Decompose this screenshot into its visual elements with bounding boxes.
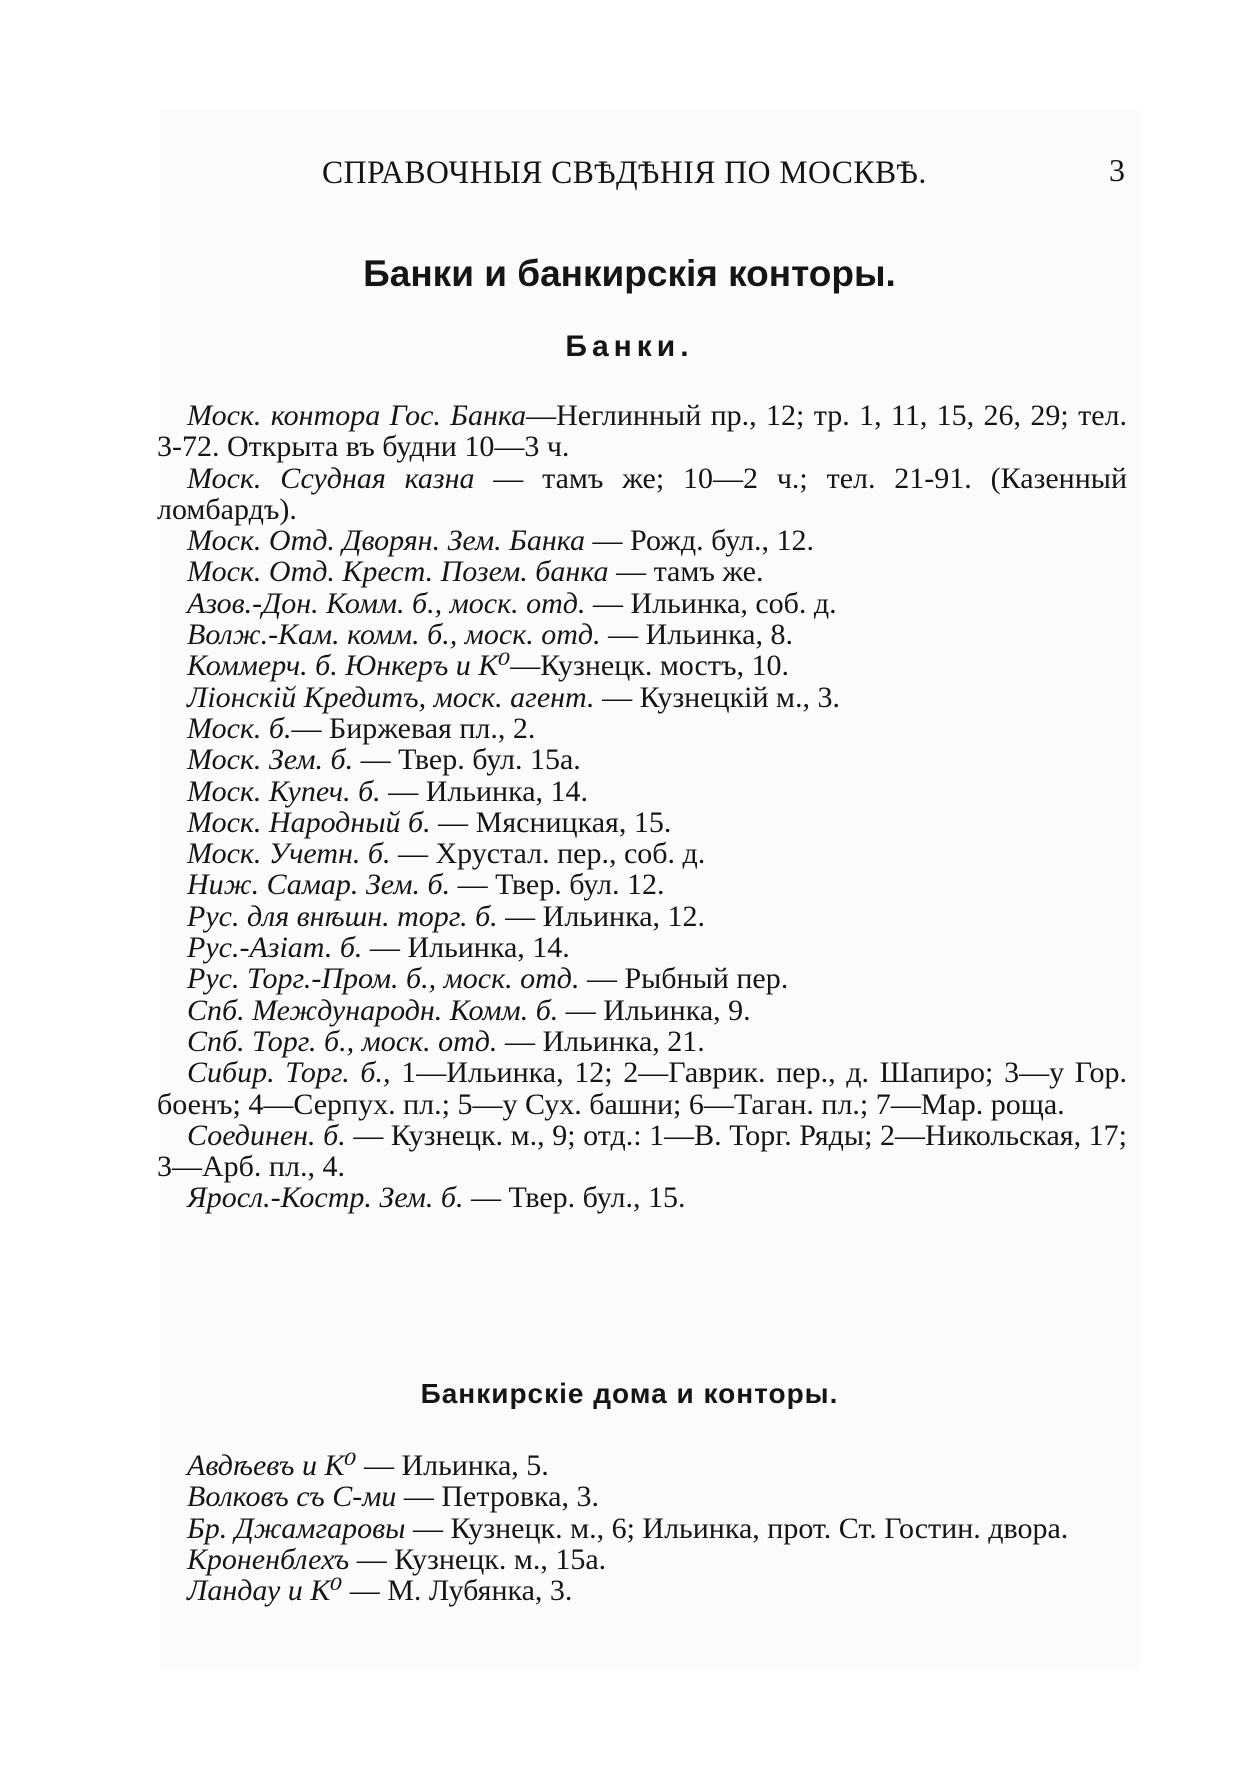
entry-address: Твер. бул. 15а. [398, 743, 581, 777]
entry-name: Спб. Торг. б., моск. отд. [187, 1024, 498, 1058]
entry-address: Рыбный пер. [624, 962, 789, 996]
entry-address: М. Лубянка, 3. [387, 1574, 573, 1608]
entry-separator: — [497, 1024, 543, 1058]
bank-entry [157, 682, 1127, 713]
bank-entry [157, 1026, 1127, 1057]
bank-entry [157, 556, 1127, 587]
banking-house-entry [157, 1513, 1127, 1544]
entry-name: Рус. Торг.-Пром. б., моск. отд. [187, 962, 580, 996]
entry-name: Ландау и К⁰ [187, 1574, 343, 1608]
entry-address: Ильинка, 8. [645, 618, 793, 652]
entry-separator [391, 1056, 402, 1089]
entry-separator: — [396, 1480, 442, 1514]
banking-house-entry [157, 1450, 1127, 1481]
bank-entry [157, 869, 1127, 900]
entry-address: Ильинка, 14. [425, 774, 589, 808]
banking-house-entry [157, 1544, 1127, 1575]
entry-name: Коммерч. б. Юнкеръ и К⁰ [187, 649, 511, 683]
banking-houses-list [187, 1450, 1127, 1606]
bank-entry [157, 807, 1127, 838]
banks-heading: Банки. [565, 330, 694, 363]
entry-address: Мясницкая, 15. [475, 805, 672, 839]
entry-separator: — [362, 931, 408, 965]
entry-separator: — [608, 555, 654, 589]
bank-entry [157, 963, 1127, 994]
entry-separator: — [558, 993, 604, 1027]
entry-separator: — [353, 743, 399, 777]
entry-separator: — [600, 618, 646, 652]
entry-name: Моск. Купеч. б. [187, 774, 381, 808]
entry-address: Биржевая пл., 2. [329, 711, 536, 745]
entry-separator: — [390, 837, 436, 871]
entry-address: Ильинка, 12. [542, 899, 706, 933]
entry-address: тамъ же; 10—2 ч.; тел. 21-91. (Казенный ломбардъ). [157, 461, 1128, 526]
entry-name: Соединен. б. [187, 1118, 346, 1152]
bank-entry [157, 1120, 1127, 1183]
entry-name: Моск. контора Гос. Банка [187, 399, 527, 432]
banking-house-entry [157, 1575, 1127, 1606]
entry-address: Кузнецк. м., 6; Ильинка, прот. Ст. Гостин. двора. [450, 1511, 1069, 1545]
entry-separator: — [356, 1449, 402, 1482]
bank-entry [157, 650, 1127, 681]
entry-name: Рус. для внѣшн. торг. б. [187, 899, 498, 933]
entry-address: 1—Ильинка, 12; 2—Гаврик. пер., д. Шапиро; 3—у Гор. боенъ; 4—Серпух. пл.; 5—у Сух. башни; 6—Таган. пл.; 7—Мар. роща. [157, 1056, 1127, 1121]
entry-separator: — [474, 461, 543, 495]
entry-separator: — [463, 1181, 509, 1215]
entry-name: Спб. Международн. Комм. б. [187, 993, 559, 1027]
entry-name: Ліонскій Кредитъ, моск. агент. [187, 680, 595, 714]
entry-name: Рус.-Азіат. б. [187, 931, 363, 965]
bank-entry [157, 838, 1127, 869]
bank-entry [157, 776, 1127, 807]
entry-separator: — [405, 1511, 451, 1545]
entry-separator: — [380, 774, 426, 808]
bank-entry [157, 995, 1127, 1026]
bank-entry [157, 744, 1127, 775]
entry-separator: — [291, 711, 330, 745]
entry-name: Ниж. Самар. Зем. б. [187, 868, 451, 902]
bank-entry [157, 713, 1127, 744]
bank-entry [157, 932, 1127, 963]
entry-address: Ильинка, 5. [401, 1449, 549, 1482]
entry-address: Ильинка, 9. [603, 993, 751, 1027]
entry-name: Моск. Отд. Крест. Позем. банка [187, 555, 609, 589]
entry-address: тамъ же. [653, 555, 764, 589]
entry-separator: — [585, 524, 630, 558]
entry-name: Яросл.-Костр. Зем. б. [187, 1181, 464, 1215]
entry-name: Сибир. Торг. б., [187, 1056, 391, 1090]
entry-address: Кузнецкій м., 3. [639, 680, 841, 714]
entry-name: Моск. Зем. б. [187, 743, 354, 777]
entry-name: Моск. Учетн. б. [187, 837, 391, 871]
entry-address: Неглинный пр., 12; тр. 1, 11, 15, 26, 29; тел. 3-72. Открыта въ будни 10—3 ч. [157, 399, 1128, 464]
entry-name: Моск. б. [187, 711, 292, 745]
bank-entry [157, 400, 1127, 463]
entry-name: Волж.-Кам. комм. б., моск. отд. [187, 618, 601, 652]
bank-entry [157, 901, 1127, 932]
entry-separator: — [594, 680, 640, 714]
entry-separator: — [349, 1542, 395, 1576]
page-title: Банки и банкирскія конторы. [363, 253, 896, 294]
entry-separator: — [510, 649, 541, 683]
entry-name: Моск. Народный б. [187, 805, 431, 839]
entry-separator: — [585, 586, 631, 620]
entry-name: Бр. Джамгаровы [187, 1511, 406, 1545]
entry-address: Петровка, 3. [441, 1480, 599, 1514]
entry-name: Волковъ съ С-ми [187, 1480, 397, 1514]
entry-separator: — [526, 399, 557, 432]
entry-separator: — [430, 805, 476, 839]
bank-entry [157, 588, 1127, 619]
entry-address: Твер. бул., 15. [508, 1181, 686, 1215]
entry-separator: — [450, 868, 496, 902]
banking-house-entry [157, 1481, 1127, 1512]
banks-list [157, 399, 1128, 1215]
bank-entry [157, 1057, 1127, 1120]
entry-address: Ильинка, 14. [407, 931, 570, 965]
entry-separator: — [345, 1118, 391, 1152]
entry-address: Хрустал. пер., соб. д. [435, 837, 706, 871]
entry-address: Твер. бул. 12. [495, 868, 665, 902]
entry-address: Ильинка, соб. д. [630, 586, 837, 620]
entry-address: Кузнецк. м., 9; отд.: 1—В. Торг. Ряды; 2—Никольская, 17; 3—Арб. пл., 4. [157, 1118, 1128, 1184]
banking-houses-heading: Банкирскіе дома и конторы. [420, 1378, 839, 1409]
entry-name: Азов.-Дон. Комм. б., моск. отд. [187, 586, 586, 620]
bank-entry [157, 463, 1127, 526]
entry-separator: — [579, 962, 625, 996]
entry-address: Ильинка, 21. [542, 1024, 705, 1058]
entry-name: Моск. Отд. Дворян. Зем. Банка [187, 524, 585, 558]
entry-separator: — [342, 1574, 388, 1608]
entry-address: Кузнецк. мостъ, 10. [540, 649, 789, 683]
entry-address: Рожд. бул., 12. [630, 524, 814, 558]
entry-separator: — [497, 899, 543, 933]
bank-entry [157, 525, 1127, 556]
page-number: 3 [1109, 152, 1125, 188]
entry-name: Моск. Ссудная казна [187, 461, 475, 495]
running-title: СПРАВОЧНЫЯ СВѢДѢНІЯ ПО МОСКВѢ. [322, 155, 927, 191]
entry-name: Кроненблехъ [187, 1542, 350, 1576]
bank-entry [157, 619, 1127, 650]
entry-name: Авдѣевъ и К⁰ [187, 1449, 357, 1482]
entry-address: Кузнецк. м., 15а. [394, 1542, 607, 1576]
bank-entry [157, 1182, 1127, 1213]
